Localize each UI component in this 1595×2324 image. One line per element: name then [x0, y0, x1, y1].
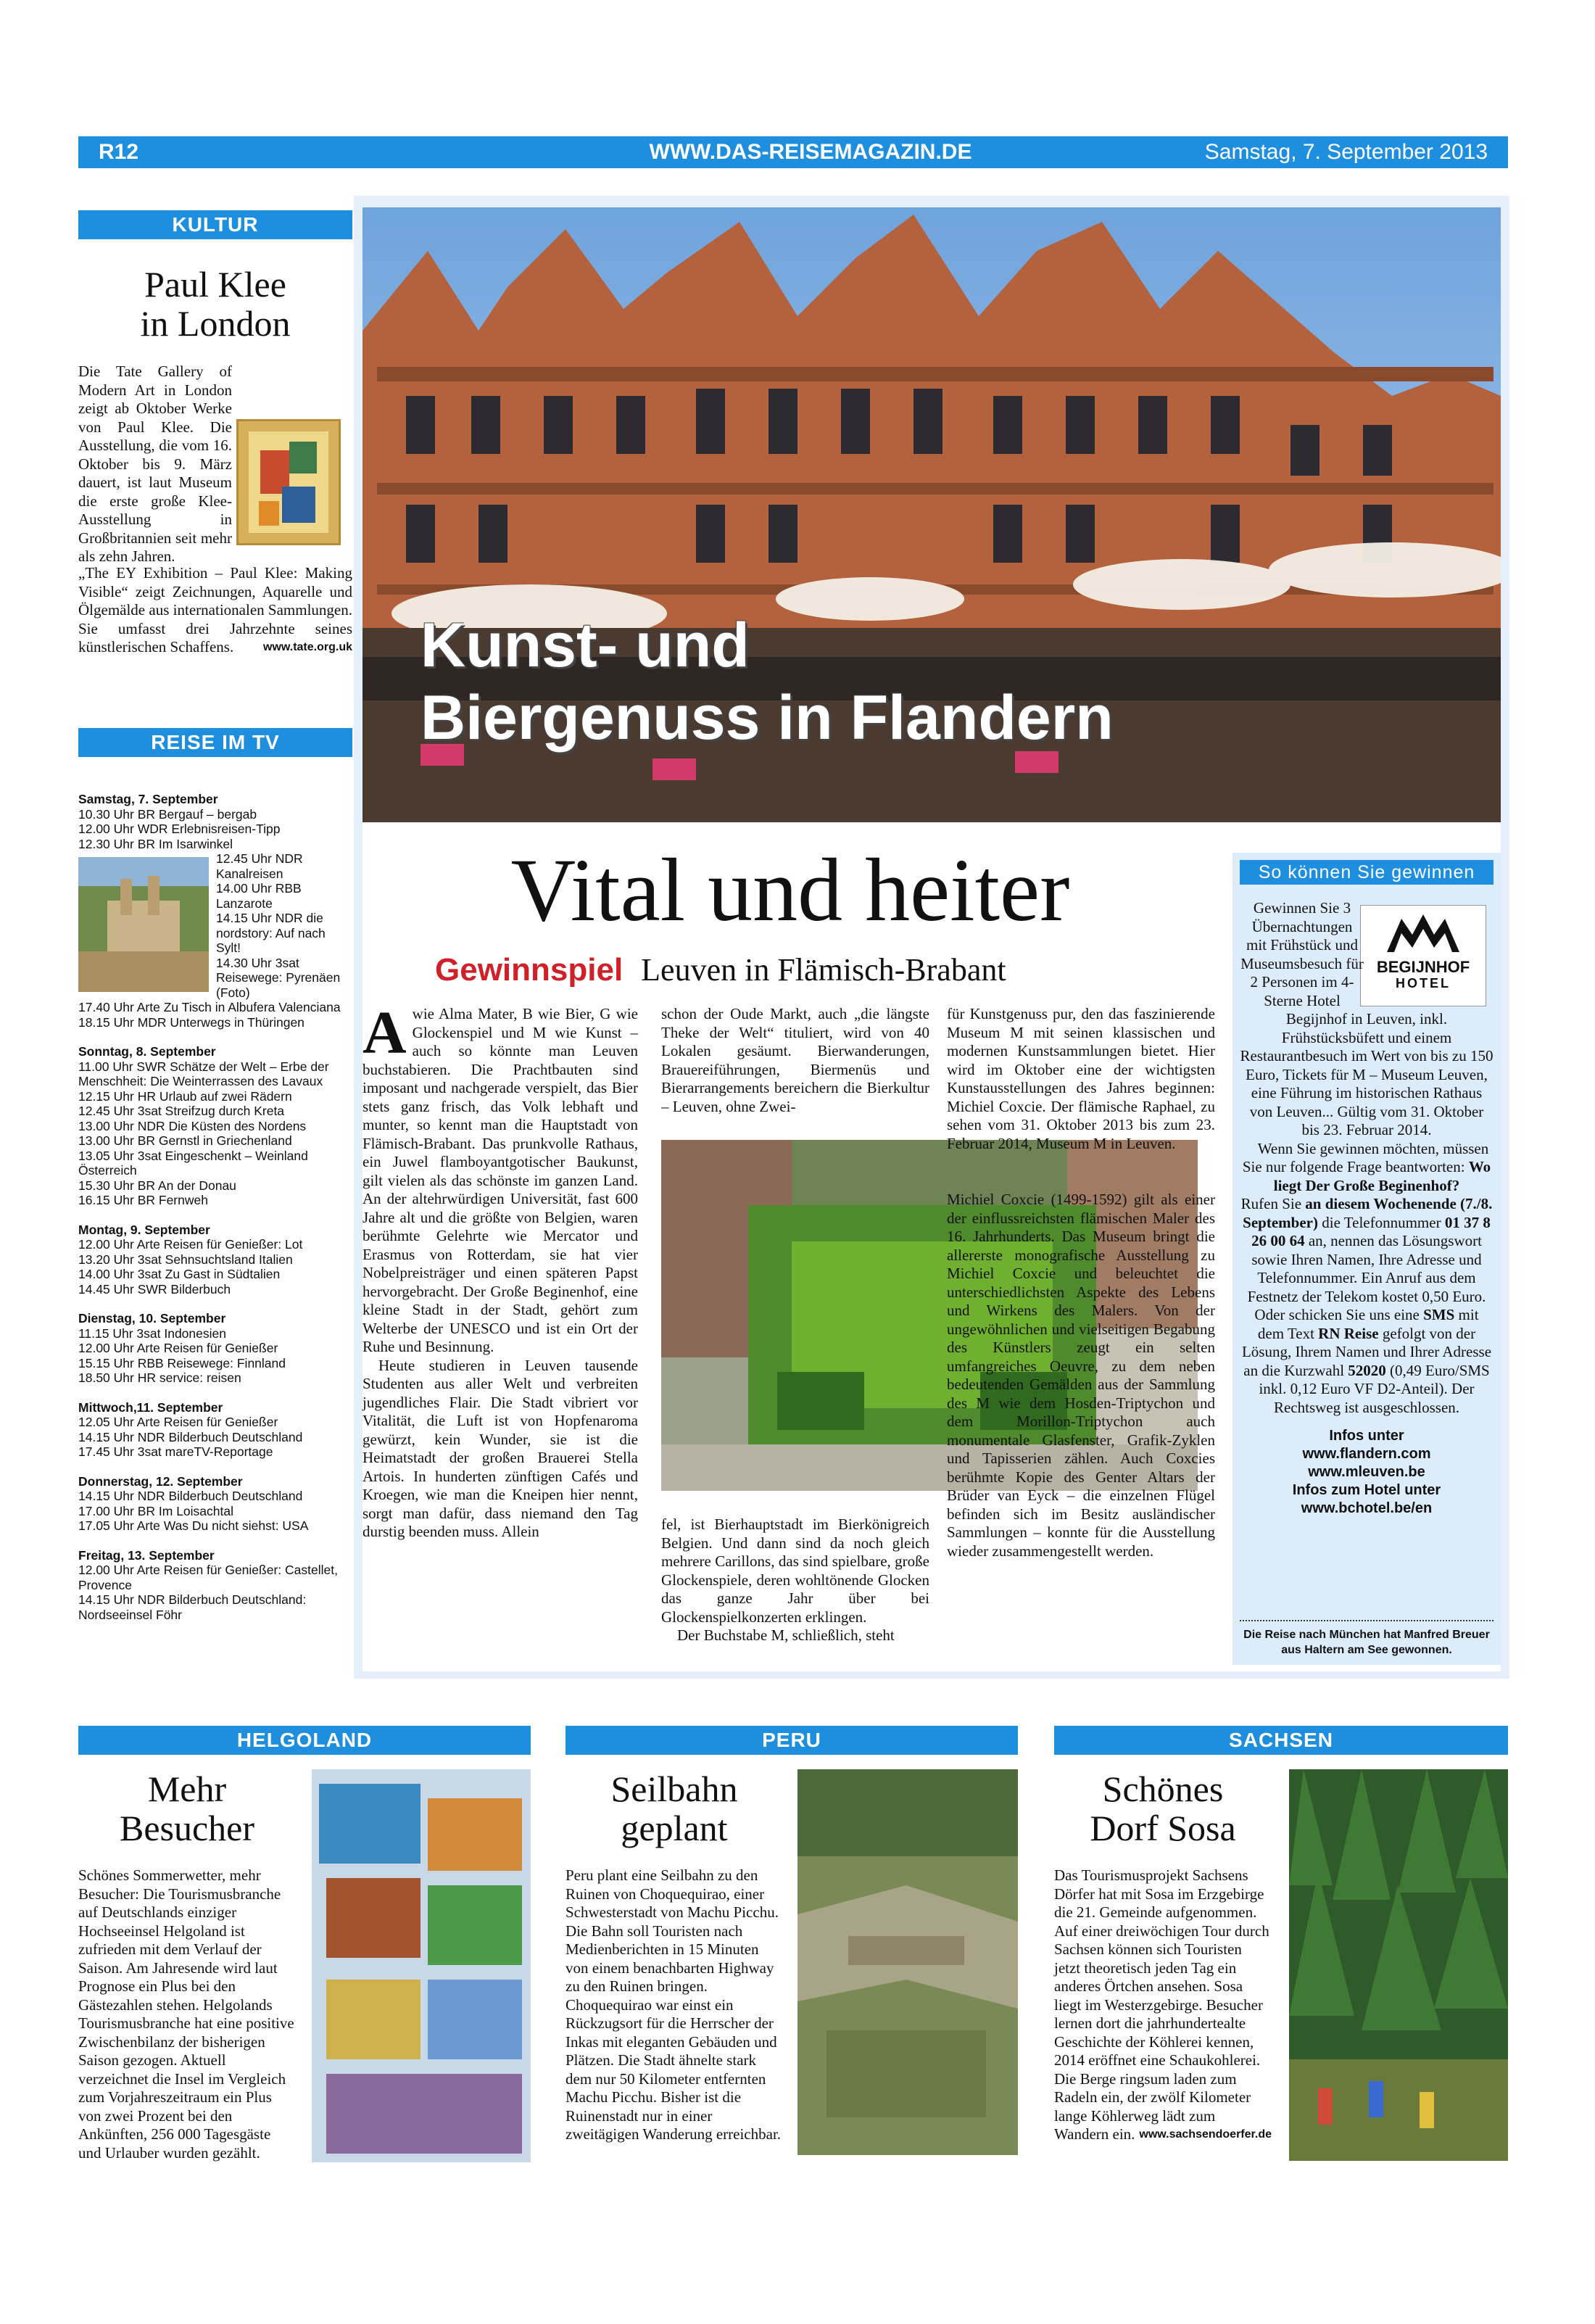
tv-item: 12.45 Uhr NDR Kanalreisen [216, 851, 303, 881]
tv-day-mon [78, 1223, 352, 1297]
kultur-text-b: „The EY Exhibition – Paul Klee: Making Visible“ zeigt Zeichnungen, Aquarelle und Ölgemälde aus internationalen Sammlungen. Sie umfasst drei Jahrzehnte seines künstlerischen Schaffens. [78, 564, 352, 656]
tv-item: 13.00 Uhr NDR Die Küsten des Nordens [78, 1118, 307, 1133]
contest-keyword: RN Reise [1318, 1324, 1379, 1342]
col1-para1: wie Alma Mater, B wie Bier, G wie Glockenspiel und M wie Kunst – auch so könnte man Leuven buchstabieren. Die Prachtbauten sind imposant und nachgerade verspielt, das Bier stets ganz frisch, das Volk lebhaft und munter, so kennt man die Hauptstadt von Flämisch-Brabant. Das prunkvolle Rathaus, ein Juwel flamboyantgotischer Baukunst, gilt vielen als das schönste im ganzen Land. An der altehrwürdigen Universität, fast 600 Jahre alt und die größte von Belgien, waren berühmte Gelehrte wie Mercator und Erasmus von Rotterdam, sie hat vier Nobelpreisträger und einen späteren Papst hervorgebracht. Der Große Beginenhof, eine kleine Stadt in der Stadt, gehört zum Welterbe der UNESCO und ist ein Ort der Ruhe und Besinnung. [362, 1005, 638, 1355]
helgoland-postcards-photo [312, 1769, 531, 2162]
tv-item: 13.00 Uhr BR Gernstl in Griechenland [78, 1133, 292, 1148]
sachsen-title: Schönes Dorf Sosa [1090, 1769, 1236, 1848]
tv-item: 14.30 Uhr 3sat Reisewege: Pyrenäen (Foto) [216, 955, 341, 1000]
tv-item: 12.05 Uhr Arte Reisen für Genießer [78, 1415, 278, 1429]
tv-listings [78, 792, 352, 1622]
tv-item: 17.45 Uhr 3sat mareTV-Reportage [78, 1444, 273, 1459]
tv-day-sat [78, 792, 352, 1030]
tv-item: 12.00 Uhr Arte Reisen für Genießer: Castellet, Provence [78, 1563, 338, 1592]
drop-cap: A [362, 999, 407, 1067]
tv-item: 14.45 Uhr SWR Bilderbuch [78, 1281, 231, 1297]
tv-item: 17.05 Uhr Arte Was Du nicht siehst: USA [78, 1518, 309, 1533]
section-bar-sachsen: SACHSEN [1054, 1726, 1508, 1755]
section-bar-tv: REISE IM TV [78, 728, 352, 757]
tv-item: 12.00 Uhr Arte Reisen für Genießer [78, 1341, 278, 1355]
tv-day-label: Donnerstag, 12. September [78, 1473, 243, 1489]
tv-item: 12.00 Uhr Arte Reisen für Genießer: Lot [78, 1237, 303, 1252]
page-header-bar [78, 136, 1508, 168]
hero-title-line1: Kunst- und [420, 611, 750, 680]
sosa-forest-cyclists-photo [1289, 1769, 1508, 2161]
kultur-text-b-wrap [78, 564, 352, 657]
tv-item: 15.30 Uhr BR An der Donau [78, 1178, 236, 1193]
kultur-title-line1: Paul Klee [144, 264, 286, 305]
col3-mid [947, 1191, 1215, 1560]
hero-title-line2: Biergenuss in Flandern [420, 683, 1114, 753]
section-bar-kultur: KULTUR [78, 210, 352, 239]
tv-day-label: Dienstag, 10. September [78, 1311, 226, 1326]
tate-link[interactable]: www.tate.org.uk [263, 641, 352, 653]
section-bar-peru: PERU [566, 1726, 1018, 1755]
tv-item: 15.15 Uhr RBB Reisewege: Finnland [78, 1355, 286, 1370]
sachsen-text: Das Tourismusprojekt Sachsens Dörfer hat mit Sosa im Erzgebirge die 21. Gemeinde aufgenommen. Auf einer dreiwöchigen Tour durch Sachsen können sich Touristen jetzt theoretisch jeden Tag ein anderes Örtchen ansehen. Sosa liegt im Westerzgebirge. Besucher lernen dort die jahrhundertealte Geschichte der Köhlerei kennen, 2014 eröffnet eine Schaukohlerei. Die Berge ringsum laden zum Radeln ein, der zwölf Kilometer lange Köhlerweg lädt zum Wandern ein. [1054, 1866, 1269, 2143]
contest-shortcode: 52020 [1348, 1361, 1386, 1379]
tv-item: 10.30 Uhr BR Bergauf – bergab [78, 806, 257, 822]
tv-day-label: Sonntag, 8. September [78, 1044, 216, 1059]
contest-phone[interactable]: 01 37 8 26 00 64 [1251, 1213, 1491, 1249]
tv-day-thu [78, 1474, 352, 1534]
col3-top: für Kunstgenuss pur, den das faszinierende Museum M mit seinen klassischen und modernen Kunstsammlungen bietet. Hier wird im Oktober eine der wichtigsten Kunstausstellungen des Jahres beginnen: Michiel Coxcie. Der flämische Raphael, zu sehen vom 31. Oktober 2013 bis zum 23. Februar 2014, Museum M in Leuven. [947, 1005, 1215, 1152]
tv-item: 14.15 Uhr NDR Bilderbuch Deutschland [78, 1429, 303, 1444]
klee-painting-image [236, 419, 341, 545]
tv-item: 16.15 Uhr BR Fernweh [78, 1193, 208, 1207]
hero-title [420, 609, 1363, 754]
article-col-1 [362, 999, 638, 1542]
contest-question-lead: Wenn Sie gewinnen möchten, müssen Sie nur folgende Frage beantworten: [1242, 1139, 1489, 1175]
hotel-logo-sub: HOTEL [1396, 976, 1451, 991]
link-bchotel[interactable]: www.bchotel.be/en [1301, 1500, 1433, 1516]
section-bar-helgoland: HELGOLAND [78, 1726, 531, 1755]
sachsen-text-wrap [1054, 1866, 1272, 2144]
col3-mid-text: Michiel Coxcie (1499-1592) gilt als einer der einflussreichsten flämischen Maler des 16. Jahrhunderts. Das Museum bringt die allererste monografische Ausstellung zu Michiel Coxcie und beleuchtet die unterschiedlichsten Aspekte des Lebens und Wirkens des Malers. Von der ungewöhnlichen und vielseitigen Begabung des Künstlers zeugt ein selten umfangreiches Oeuvre, zu dem neben bedeutenden Gemälden aus der Sammlung des M wie dem Hosden-Triptychon und dem Morillon-Triptychon auch monumentale Glasfenster, Grafik-Zyklen und Tapisserien zählen. Auch Coxcies berühmte Kopie des Genter Altars der Brüder van Eyck – die einzelnen Flügel befinden sich im Besitz ausländischer Sammlungen – konnte für die Ausstellung wieder zusammengestellt werden. [947, 1191, 1215, 1560]
tv-item: 14.15 Uhr NDR Bilderbuch Deutschland: Nordseeinsel Föhr [78, 1592, 307, 1622]
tv-day-label: Mittwoch,11. September [78, 1399, 223, 1415]
col2-bottom-b: Der Buchstabe M, schließlich, steht [677, 1626, 895, 1644]
helgoland-text: Schönes Sommerwetter, mehr Besucher: Die Tourismusbranche auf Deutschlands einziger Hochseeinsel Helgoland ist zufrieden mit dem Verlauf der Saison. Am Jahresende wird laut Prognose ein Plus bei den Gästezahlen stehen. Helgolands Tourismusbranche hat eine positive Zwischenbilanz der bisherigen Saison gezogen. Aktuell verzeichnet die Insel im Vergleich zum Vorjahreszeitraum ein Plus von zwei Prozent bei den Ankünften, 256 000 Tagesgäste und Urlauber wurden gezählt. [78, 1866, 294, 2162]
main-headline: Vital und heiter [510, 840, 1070, 940]
contest-text: Gewinnen Sie 3 Übernachtungen mit Frühstück und Museumsbesuch für 2 Personen im 4-Sterne Hotel Begijnhof in Leuven, inkl. Frühstücksbüfett und einem Restaurantbesuch im Wert von bis zu 150 Euro, Tickets für M – Museum Leuven, eine Führung im historischen Rathaus von Leuven... Gültig vom 31. Oktober bis 23. Februar 2014. Wenn Sie gewinnen möchten, müssen Sie nur folgende Frage beantworten: Wo liegt Der Große Beginenhof? Rufen Sie an diesem Wochenende (7./8. September) die Telefonnummer 01 37 8 26 00 64 an, nennen das Lösungswort sowie Ihren Namen, Ihre Adresse und Telefonnummer. Ein Anruf aus dem Festnetz der Telekom kostet 0,50 Euro. Oder schicken Sie uns eine SMS mit dem Text RN Reise gefolgt von der Lösung, Ihrem Namen und Ihrer Adresse an die Kurzwahl 52020 (0,49 Euro/SMS inkl. 0,12 Euro VF D2-Anteil). Der Rechtsweg ist ausgeschlossen. Infos unter www.flandern.com www.mleuven.be Infos zum Hotel unter www.bchotel.be/en [1240, 899, 1494, 1516]
col2-bottom-wrap [661, 1515, 929, 1645]
page-number: R12 [99, 140, 139, 164]
tv-item: 13.05 Uhr 3sat Eingeschenkt – Weinland Österreich [78, 1148, 308, 1178]
tv-day-label: Montag, 9. September [78, 1222, 210, 1237]
tv-item: 14.00 Uhr 3sat Zu Gast in Südtalien [78, 1267, 281, 1281]
sachsen-link[interactable]: www.sachsendoerfer.de [1139, 2128, 1272, 2141]
tv-item: 18.50 Uhr HR service: reisen [78, 1370, 241, 1385]
tv-item: 17.00 Uhr BR Im Loisachtal [78, 1503, 233, 1518]
tv-day-label: Freitag, 13. September [78, 1547, 215, 1563]
tv-item: 12.15 Uhr HR Urlaub auf zwei Rädern [78, 1088, 292, 1104]
contest-intro: Gewinnen Sie 3 Übernachtungen mit Frühstück und Museumsbesuch für 2 Personen im 4-Sterne Hotel Begijnhof in Leuven, inkl. Frühstücksbüfett und einem Restaurantbesuch im Wert von bis zu 150 Euro, Tickets für M – Museum Leuven, eine Führung im historischen Rathaus von Leuven... Gültig vom 31. Oktober bis 23. Februar 2014. [1240, 899, 1494, 1138]
tv-item: 11.00 Uhr SWR Schätze der Welt – Erbe der Menschheit: Die Weinterrassen des Lavaux [78, 1059, 329, 1088]
choquequirao-ruins-photo [798, 1769, 1018, 2155]
col2-bottom: fel, ist Bierhauptstadt im Bierkönigreich Belgien. Und dann sind da noch gleich mehrere Carillons, das sind spielbare, große Glockenspiele, deren wohltönende Glocken das ganze Jahr über bei Glockenspielkonzerten erklingen. [661, 1515, 929, 1626]
tv-item: 14.00 Uhr RBB Lanzarote [216, 881, 302, 911]
kultur-title [78, 265, 352, 343]
tv-item: 14.15 Uhr NDR die nordstory: Auf nach Sylt! [216, 911, 326, 955]
tv-item: 14.15 Uhr NDR Bilderbuch Deutschland [78, 1489, 303, 1503]
col2-top: schon der Oude Markt, auch „die längste Theke der Welt“ tituliert, wird von 40 Lokalen gesäumt. Bierwanderungen, Brauereiführungen, Biermenüs und Bierarrangements bereichern die Bierkultur – Leuven, ohne Zwei- [661, 1005, 929, 1115]
col1-para2: Heute studieren in Leuven tausende Studenten aus aller Welt und verbreiten jugendliches Flair. Die Stadt vibriert vor Vitalität, die Luft ist von Hopfenaroma gewürzt, kein Wunder, sie ist die Heimatstadt der großen Brauerei Stella Artois. In hunderten zünftigen Cafés und Kroegen, wie man die Kneipen hier nennt, sorgt man dafür, dass niemand den Tag durstig beenden muss. Allein [362, 1356, 638, 1540]
tv-item: 13.20 Uhr 3sat Sehnsuchtsland Italien [78, 1252, 293, 1267]
issue-date: Samstag, 7. September 2013 [1204, 140, 1488, 164]
tv-day-sun [78, 1044, 352, 1208]
tv-day-fri [78, 1548, 352, 1623]
helgoland-title: Mehr Besucher [119, 1769, 255, 1848]
tv-item: 12.30 Uhr BR Im Isarwinkel [78, 836, 233, 851]
contest-winner-note: Die Reise nach München hat Manfred Breuer aus Haltern am See gewonnen. [1240, 1620, 1494, 1658]
tv-item: 18.15 Uhr MDR Unterwegs in Thüringen [78, 1014, 304, 1030]
tv-item: 11.15 Uhr 3sat Indonesien [78, 1326, 226, 1341]
peru-title: Seilbahn geplant [610, 1769, 738, 1848]
main-subhead [435, 951, 1160, 989]
contest-section-bar: So können Sie gewinnen [1240, 860, 1494, 885]
link-mleuven[interactable]: www.mleuven.be [1308, 1464, 1425, 1480]
kicker-gewinnspiel: Gewinnspiel [435, 952, 624, 988]
hotel-logo-name: BEGIJNHOF [1376, 958, 1470, 976]
tv-item: 17.40 Uhr Arte Zu Tisch in Albufera Valenciana [78, 1000, 341, 1014]
peru-text: Peru plant eine Seilbahn zu den Ruinen von Choquequirao, einer Schwesterstadt von Machu Picchu. Die Bahn soll Touristen nach Medienberichten in 15 Minuten von einem benachbarten Highway zu den Ruinen bringen. Choquequirao war einst ein Rückzugsort für die Herrscher der Inkas mit eleganten Gebäuden und Plätzen. Die Stadt ähnelte stark dem nur 50 Kilometer entfernten Machu Picchu. Bisher ist die Ruinenstadt nur in einer zweitägigen Wanderung erreichbar. [566, 1866, 782, 2143]
tv-day-label: Samstag, 7. September [78, 792, 218, 806]
subhead-text: Leuven in Flämisch-Brabant [641, 952, 1006, 988]
link-flandern[interactable]: www.flandern.com [1302, 1446, 1431, 1462]
site-url[interactable]: WWW.DAS-REISEMAGAZIN.DE [649, 140, 972, 164]
kultur-title-line2: in London [140, 303, 291, 344]
contest-question: Wo liegt Der Große Beginenhof? [1273, 1158, 1491, 1194]
tv-day-tue [78, 1311, 352, 1386]
tv-day-wed [78, 1400, 352, 1460]
kultur-text-a: Die Tate Gallery of Modern Art in London zeigt ab Oktober Werke von Paul Klee. Die Ausstellung, die vom 16. Oktober bis 9. März dauert, ist laut Museum die erste große Klee-Ausstellung in Großbritannien seit mehr als zehn Jahren. [78, 363, 232, 565]
tv-item: 12.45 Uhr 3sat Streifzug durch Kreta [78, 1104, 285, 1118]
tv-item: 12.00 Uhr WDR Erlebnisreisen-Tipp [78, 822, 281, 836]
